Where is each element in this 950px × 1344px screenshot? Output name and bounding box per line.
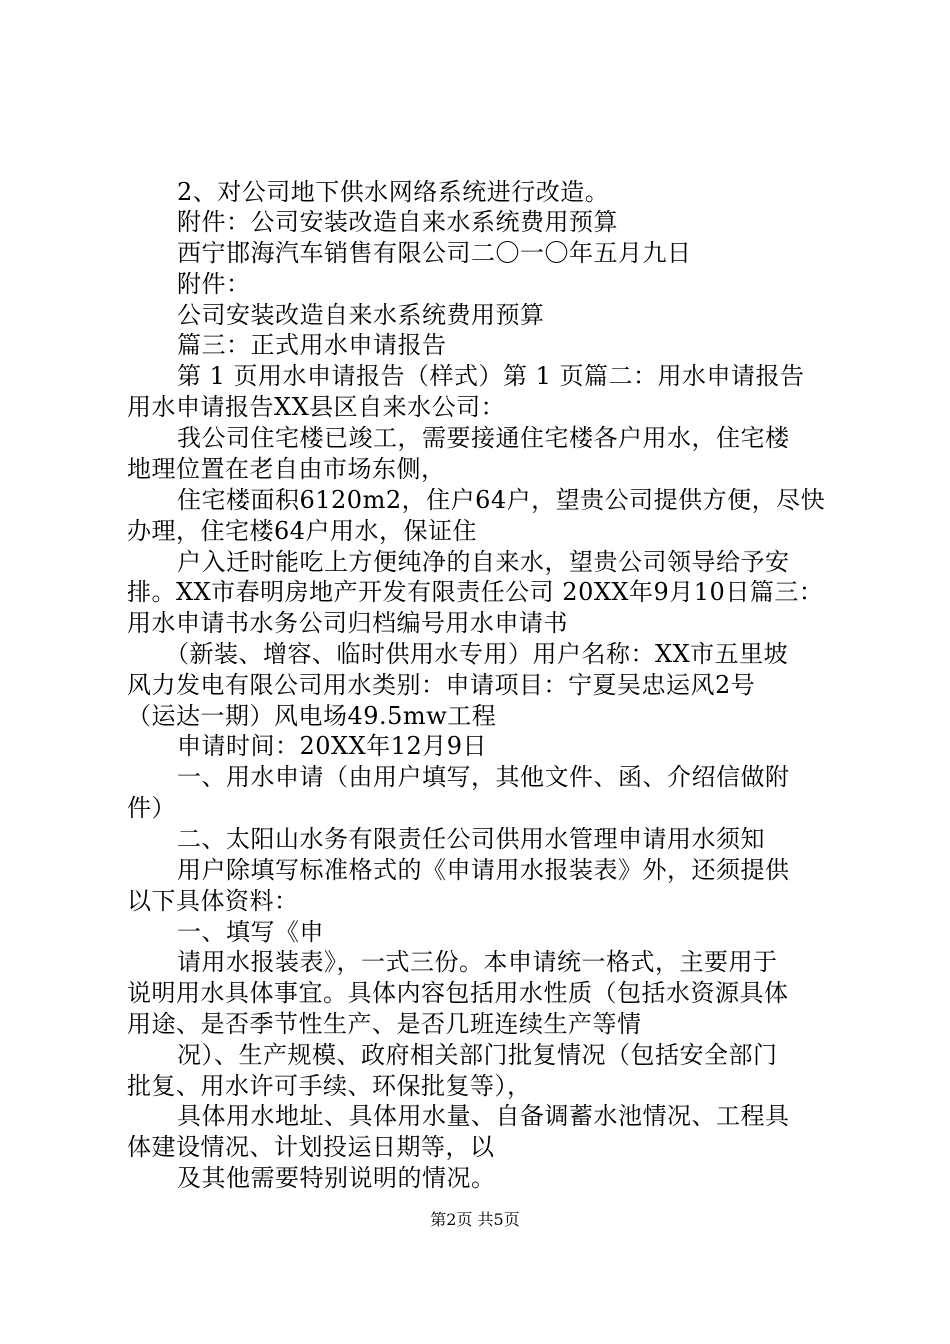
text-line: 用途、是否季节性生产、是否几班连续生产等情 (127, 1010, 642, 1038)
text-line: 件） (127, 794, 176, 822)
text-line: 我公司住宅楼已竣工，需要接通住宅楼各户用水，住宅楼 (177, 424, 790, 452)
text-line: 一、用水申请（由用户填写，其他文件、函、介绍信做附 (177, 763, 790, 791)
text-line: 况）、生产规模、政府相关部门批复情况（包括安全部门 (177, 1041, 778, 1069)
text-line: 体建设情况、计划投运日期等，以 (127, 1133, 495, 1161)
text-line: 具体用水地址、具体用水量、自备调蓄水池情况、工程具 (177, 1102, 790, 1130)
text-line: 请用水报装表》，一式三份。本申请统一格式，主要用于 (177, 948, 778, 976)
text-line: 用户除填写标准格式的《申请用水报装表》外，还须提供 (177, 856, 790, 884)
text-line: 用水申请书水务公司归档编号用水申请书 (127, 609, 568, 637)
text-line: 办理，住宅楼64户用水，保证住 (127, 517, 478, 545)
text-line: 申请时间：20XX年12月9日 (177, 732, 488, 760)
text-line: 户入迁时能吃上方便纯净的自来水，望贵公司领导给予安 (177, 548, 790, 576)
text-line: 附件：公司安装改造自来水系统费用预算 (177, 208, 618, 236)
text-line: 篇三：正式用水申请报告 (177, 331, 447, 359)
text-line: 用水申请报告XX县区自来水公司： (127, 393, 506, 421)
text-line: 排。XX市春明房地产开发有限责任公司 20XX年9月10日篇三： (127, 578, 824, 606)
text-line: 批复、用水许可手续、环保批复等）， (127, 1072, 532, 1100)
text-line: 二、太阳山水务有限责任公司供用水管理申请用水须知 (177, 825, 765, 853)
page-number-footer: 第2页 共5页 (430, 1210, 520, 1229)
text-line: 附件： (177, 270, 251, 298)
text-line: 西宁邯海汽车销售有限公司二〇一〇年五月九日 (177, 239, 692, 267)
text-line: 公司安装改造自来水系统费用预算 (177, 301, 545, 329)
text-line: 以下具体资料： (127, 887, 299, 915)
text-line: 第 1 页用水申请报告（样式）第 1 页篇二：用水申请报告 (177, 362, 805, 390)
text-line: 及其他需要特别说明的情况。 (177, 1164, 496, 1192)
text-line: 一、填写《申 (177, 918, 324, 946)
text-line: 说明用水具体事宜。具体内容包括用水性质（包括水资源具体 (127, 979, 789, 1007)
text-line: 住宅楼面积6120m2，住户64户，望贵公司提供方便，尽快 (177, 486, 826, 514)
text-line: 2、对公司地下供水网络系统进行改造。 (177, 178, 610, 206)
text-line: （新装、增容、临时供用水专用）用户名称：XX市五里坡 (165, 640, 789, 668)
text-line: 地理位置在老自由市场东侧， (127, 455, 446, 483)
text-line: 风力发电有限公司用水类别：申请项目：宁夏吴忠运风2号 (127, 671, 756, 699)
text-line: （运达一期）风电场49.5mw工程 (127, 702, 497, 730)
